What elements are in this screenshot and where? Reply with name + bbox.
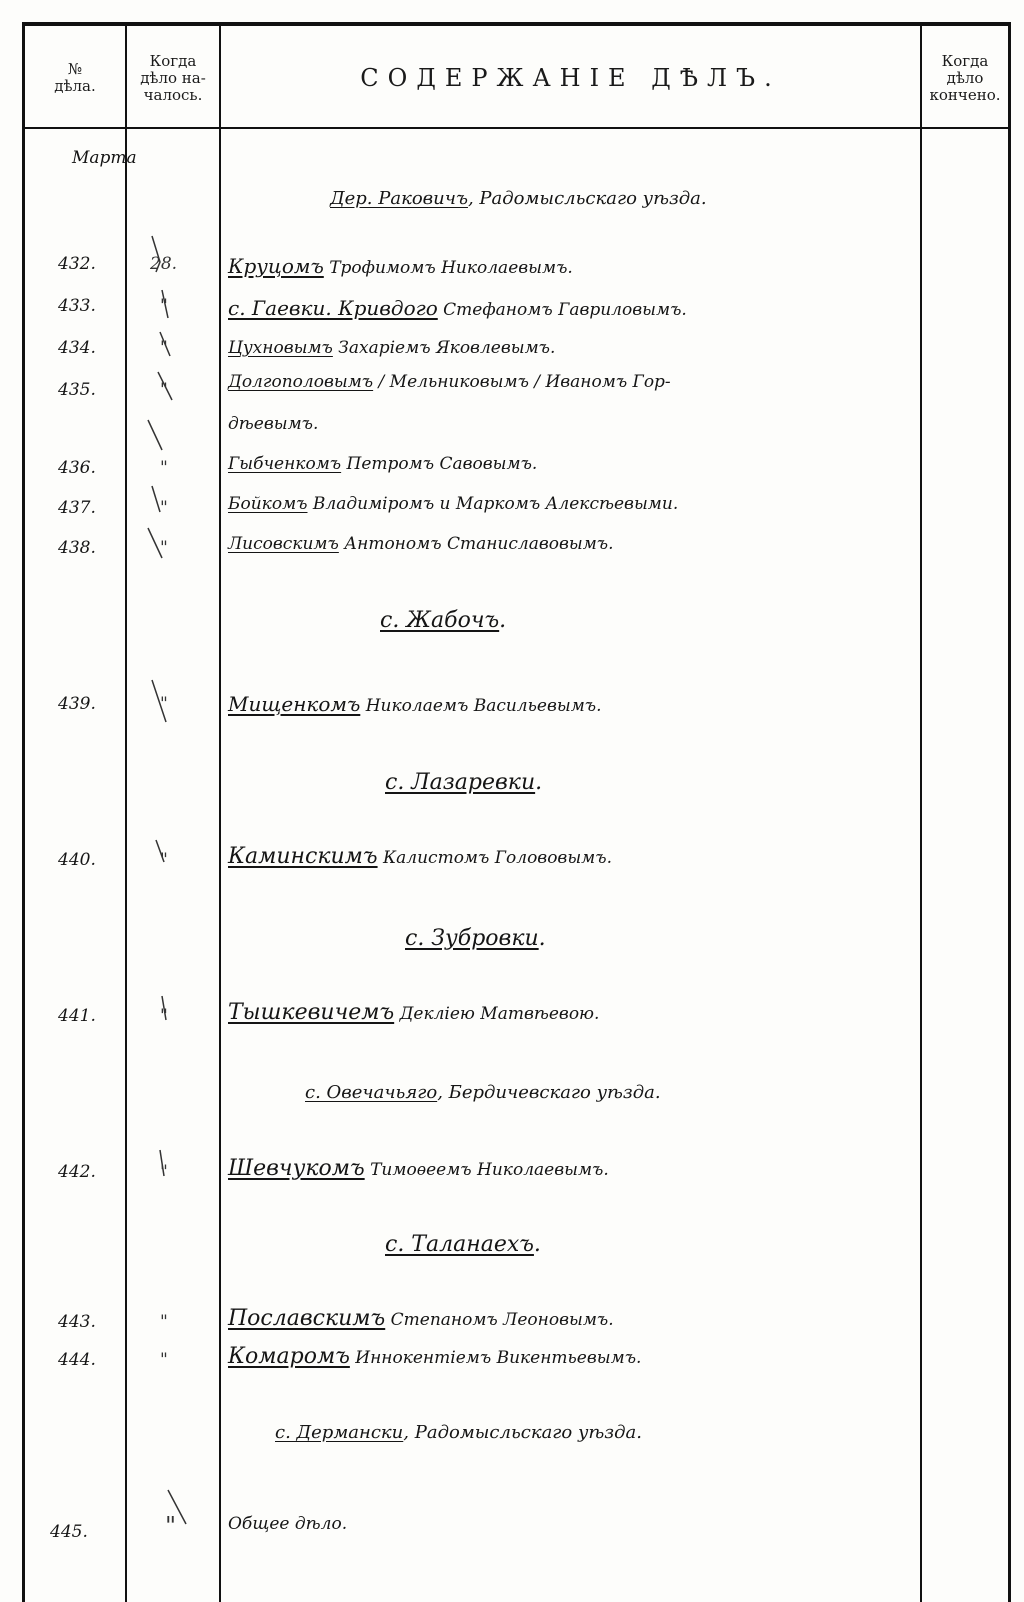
case-detail: Владиміромъ и Маркомъ Алексѣевыми. xyxy=(312,494,679,514)
case-entry xyxy=(228,534,614,554)
case-entry xyxy=(228,454,537,474)
case-entry xyxy=(228,1000,599,1025)
section-heading xyxy=(405,926,546,951)
section-place-rest: , Радомысльскаго уѣзда. xyxy=(403,1422,642,1443)
case-start-date: " xyxy=(165,1512,177,1540)
case-detail: дѣевымъ. xyxy=(228,414,319,434)
case-start-date: " xyxy=(160,1006,168,1026)
section-place-rest: , Бердичевскаго уѣзда. xyxy=(437,1082,661,1103)
case-surname: Гыбченкомъ xyxy=(228,454,342,474)
case-start-date: " xyxy=(160,538,168,558)
case-number: 441. xyxy=(58,1006,96,1026)
column-divider-started xyxy=(219,22,221,1602)
case-entry xyxy=(228,1156,609,1181)
case-detail: Общее дѣло. xyxy=(228,1514,348,1534)
case-entry xyxy=(228,296,687,320)
case-entry xyxy=(228,372,671,392)
header-started-column: Когда дѣло на- чалось. xyxy=(140,51,206,104)
case-start-date: " xyxy=(160,380,168,400)
case-surname: Долгополовымъ xyxy=(228,372,374,392)
case-number: 443. xyxy=(58,1312,96,1332)
section-place: Дер. Раковичъ xyxy=(330,188,468,209)
check-mark xyxy=(152,486,160,512)
case-entry xyxy=(228,1344,641,1369)
case-entry-continuation xyxy=(228,414,318,434)
case-entry xyxy=(228,692,602,716)
case-entry xyxy=(228,1514,347,1534)
case-surname: Мищенкомъ xyxy=(228,692,361,716)
table-left-border xyxy=(22,22,25,1602)
case-detail: Николаемъ Васильевымъ. xyxy=(365,696,602,716)
case-surname: Тышкевичемъ xyxy=(228,1000,395,1025)
header-number-column: № дѣла. xyxy=(54,60,96,95)
section-place: с. Овечачьяго xyxy=(305,1082,438,1103)
case-entry xyxy=(228,494,678,514)
case-entry xyxy=(228,844,612,869)
case-start-date: " xyxy=(160,1162,168,1182)
header-finished-column: Когда дѣло кончено. xyxy=(929,51,1001,104)
section-place-rest: . xyxy=(535,770,543,795)
case-detail: Петромъ Савовымъ. xyxy=(346,454,538,474)
case-number: 438. xyxy=(58,538,96,558)
case-start-date: " xyxy=(160,296,168,316)
case-detail: Антономъ Станиславовымъ. xyxy=(344,534,614,554)
case-surname: Пославскимъ xyxy=(228,1306,386,1331)
case-number: 445. xyxy=(50,1522,88,1542)
section-heading xyxy=(275,1422,642,1443)
case-number: 436. xyxy=(58,458,96,478)
case-surname: Цухновымъ xyxy=(228,338,333,358)
case-detail: Декліею Матвѣевою. xyxy=(399,1004,600,1024)
case-surname: Комаромъ xyxy=(228,1344,350,1369)
case-number: 442. xyxy=(58,1162,96,1182)
case-surname: Круцомъ xyxy=(228,254,324,278)
case-number: 433. xyxy=(58,296,96,316)
section-heading xyxy=(385,770,542,795)
table-right-border xyxy=(1008,22,1011,1602)
section-place: с. Дермански xyxy=(275,1422,404,1443)
case-surname: Шевчукомъ xyxy=(228,1156,365,1181)
case-start-date: " xyxy=(160,498,168,518)
case-surname: Лисовскимъ xyxy=(228,534,339,554)
case-start-date: " xyxy=(160,338,168,358)
case-surname: Бойкомъ xyxy=(228,494,308,514)
case-number: 435. xyxy=(58,380,96,400)
case-number: 432. xyxy=(58,254,96,274)
case-number: 434. xyxy=(58,338,96,358)
case-surname: с. Гаевки. Кривдого xyxy=(228,296,438,320)
section-place: с. Лазаревки xyxy=(385,770,536,795)
case-detail: Трофимомъ Николаевымъ. xyxy=(329,258,573,278)
case-detail: Степаномъ Леоновымъ. xyxy=(390,1310,614,1330)
month-label: Марта xyxy=(72,148,137,168)
case-start-date: " xyxy=(160,1312,168,1332)
case-number: 440. xyxy=(58,850,96,870)
case-detail: Захаріемъ Яковлевымъ. xyxy=(338,338,556,358)
case-detail: Калистомъ Голововымъ. xyxy=(382,848,613,868)
section-heading xyxy=(380,608,506,633)
table-top-border xyxy=(22,22,1010,26)
header-content-title: СОДЕРЖАНІЕ ДѢЛЪ. xyxy=(360,63,781,92)
section-heading xyxy=(385,1232,541,1257)
section-place: с. Таланаехъ xyxy=(385,1232,534,1257)
case-entry xyxy=(228,1306,614,1331)
case-detail: Тимоѳеемъ Николаевымъ. xyxy=(370,1160,609,1180)
case-detail: Иннокентіемъ Викентьевымъ. xyxy=(355,1348,642,1368)
case-number: 439. xyxy=(58,694,96,714)
case-start-date: " xyxy=(160,1350,168,1370)
case-detail: / Мельниковымъ / Иваномъ Гор- xyxy=(378,372,671,392)
header-bottom-rule xyxy=(22,127,1010,129)
case-start-date: 28. xyxy=(150,254,178,274)
case-number: 437. xyxy=(58,498,96,518)
case-detail: Стефаномъ Гавриловымъ. xyxy=(443,300,687,320)
section-heading xyxy=(330,188,707,209)
section-heading xyxy=(305,1082,661,1103)
column-divider-number xyxy=(125,22,127,1602)
section-place: с. Зубровки xyxy=(405,926,539,951)
case-start-date: " xyxy=(160,850,168,870)
section-place: с. Жабочъ xyxy=(380,608,500,633)
column-divider-content xyxy=(920,22,922,1602)
case-entry xyxy=(228,338,555,358)
case-number: 444. xyxy=(58,1350,96,1370)
case-start-date: " xyxy=(160,694,168,714)
section-place-rest: . xyxy=(538,926,546,951)
section-place-rest: , Радомысльскаго уѣзда. xyxy=(467,188,707,209)
check-mark xyxy=(148,420,162,450)
case-surname: Каминскимъ xyxy=(228,844,378,869)
case-start-date: " xyxy=(160,458,168,478)
section-place-rest: . xyxy=(533,1232,541,1257)
section-place-rest: . xyxy=(499,608,507,633)
case-entry xyxy=(228,254,573,278)
